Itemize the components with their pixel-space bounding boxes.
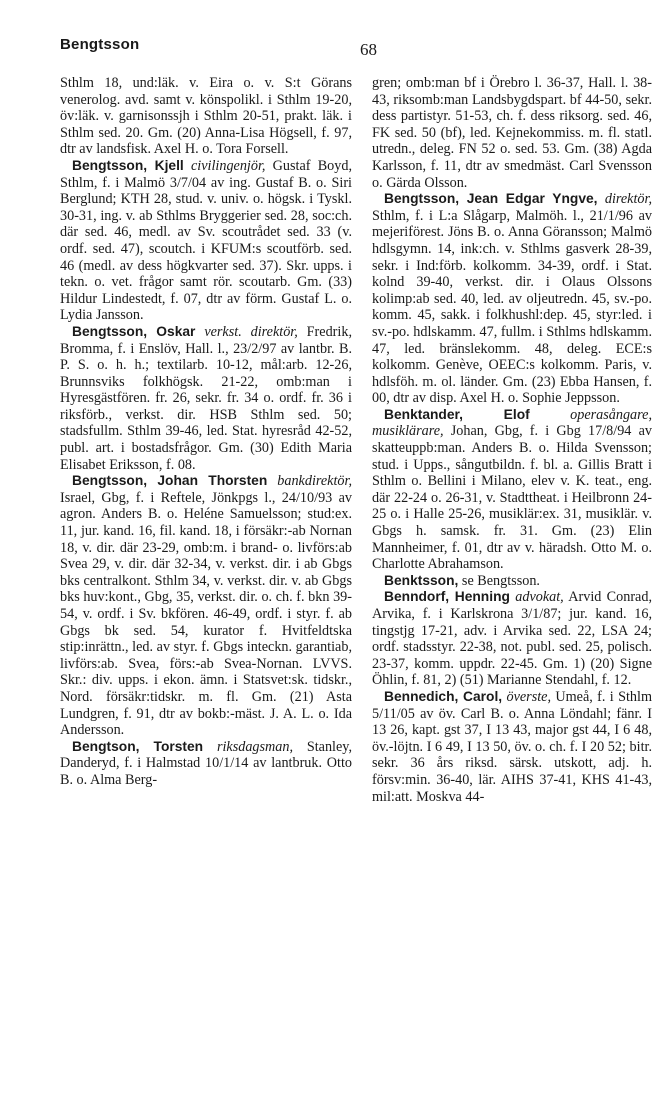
entry-name: Bengtsson, Jean Edgar Yngve,	[384, 191, 598, 207]
entry-bengtsson-yngve	[372, 191, 652, 407]
page-header	[60, 36, 650, 60]
entry-name: Benktander, Elof	[384, 406, 530, 422]
entry-name: Bennedich, Carol,	[384, 688, 503, 704]
entry-text: Gustaf Boyd, Sthlm, f. i Malmö 3/7/04 av ing. Gustaf B. o. Siri Berglund; KTH 28, stud. v. univ. o. högsk. i Tyskl. 30-31, ing. v. ab Sthlms Bryggerier sed. 28, soc:ch. där sed. 46, medl. av Sv. scoutrådet sed. 33 (v. ordf. sed. 47), scoutch. i KFUM:s scoutförb. sed. 46 (medl. av dess högkvarter sed. 37). Skr. upps. i tekn. o. vet. frågor samt rör. scoutarb. Gm. (33) Hildur Lindestedt, f. 07, dtr av förm. Gustaf L. o. Lydia Jansson.	[60, 157, 353, 324]
running-head: Bengtsson	[60, 36, 140, 53]
entry-bennedich-carol	[372, 689, 652, 805]
entry-benktander-elof	[372, 407, 652, 573]
entry-title: riksdagsman,	[216, 738, 294, 755]
entry-continuation	[372, 75, 652, 191]
entry-bengtsson-oskar	[60, 324, 352, 473]
page-number: 68	[360, 40, 377, 59]
entry-text: Arvid Conrad, Arvika, f. i Karlskrona 3/1/87; jur. kand. 16, tingstjg 17-21, adv. i Arvika sed. 22, LSA 24; ordf. stadsstyr. 22-38, not. publ. sed. 25, polisch. 23-37, komm. uppdr. 22-45. Gm. 1) (20) Signe Öhlin, f. 81, 2) (51) Marianne Stendahl, f. 12.	[372, 589, 652, 689]
entry-benndorf-henning	[372, 589, 652, 689]
entry-title: verkst. direktör,	[204, 323, 298, 340]
entry-benktsson	[372, 573, 652, 590]
entry-text: Stanley, Danderyd, f. i Halmstad 10/1/14 av lantbruk. Otto B. o. Alma Berg-	[60, 738, 353, 788]
right-column	[372, 75, 652, 805]
entry-text: Sthlm 18, und:läk. v. Eira o. v. S:t Görans venerolog. avd. samt v. könspolikl. i Sthlm 19-20, öv:läk. v. garnisonssjh i Sthlm 20-51, prakt. läk. i Sthlm sed. 20. Gm. (20) Anna-Lisa Högsell, f. 97, dtr av landsfisk. Axel H. o. Tora Forsell.	[60, 75, 352, 158]
entry-text: se Bengtsson.	[458, 572, 540, 589]
entry-name: Benndorf, Henning	[384, 589, 510, 605]
left-column	[60, 75, 352, 789]
entry-title: advokat,	[515, 589, 564, 606]
entry-text: Johan, Gbg, f. i Gbg 17/8/94 av skatteuppb:man. Anders B. o. Hilda Svensson; stud. i Upps., sångutbildn. f. bl. a. Gillis Bratt i Sthlm o. Bellini i Milano, elev v. K. teat., eng. där 22-24 o. 26-31, v. Stadttheat. i Heilbronn 24-25 o. i Halle 25-26, musiklär:ex. 31, musiklär. v. Gbgs h. samsk. fr. 31. Gm. (23) Elin Mannheimer, f. 01, dtr av v. häradsh. Otto M. o. Charlotte Abrahamson.	[372, 423, 652, 573]
entry-text: gren; omb:man bf i Örebro l. 36-37, Hall. l. 38-43, riksomb:man Landsbygdspart. bf 44-50, sekr. dess partistyr. 51-53, ch. f. dess riksorg. sed. 46, FK sed. 50 (bf), led. Kejnekommiss. m. fl. statl. utredn., deleg. FN 52 o. sed. 53. Gm. (38) Agda Karlsson, f. 11, dtr av smedmäst. Carl Svensson o. Gärda Olsson.	[372, 75, 652, 191]
entry-name: Benktsson,	[384, 572, 459, 588]
entry-bengtsson-thorsten	[60, 473, 352, 739]
entry-text: Fredrik, Bromma, f. i Enslöv, Hall. l., 23/2/97 av lantbr. B. P. S. o. h. h.; textilarb. 10-12, mål:arb. 12-26, Brunnsviks folkhögsk. 21-22, omb:man i Hyresgästfören. fr. 26, sekr. fr. 34 o. ordf. fr. 36 i riksförb., verkst. dir. HSB Sthlm sed. 50; stadsfullm. Sthlm 39-46, led. Stat. hyresråd 42-52, publ. art. i bostadsfrågor. Gm. (30) Edith Maria Elisabet Eriksson, f. 08.	[60, 323, 352, 473]
entry-title: civilingenjör,	[190, 157, 266, 174]
entry-name: Bengtsson, Oskar	[72, 323, 196, 339]
entry-title: operasångare, musiklärare,	[372, 406, 652, 440]
entry-bengtsson-kjell	[60, 158, 352, 324]
entry-title: bankdirektör,	[277, 473, 352, 490]
entry-text: Sthlm, f. i L:a Slågarp, Malmöh. l., 21/1/96 av mejeriförest. Jöns B. o. Anna Göransson; Malmö hdlsgymn. 14, ink:ch. v. Sthlms gasverk 28-39, sekr. i Ind:förb. kolkomm. 34-39, ordf. i Stat. kolnd 39-40, verkst. dir. i Olaus Olssons kolimp:ab sed. 40, led. av oljeutredn. 45, sv.-po. komm. 45, sakk. i folkhushl:dep. 45, styr:led. i sv.-po. hdlskamm. 47, fullm. i Sthlms hdlskamm. 47, led. bränslekomm. 48, deleg. ECE:s kolkomm. Genève, OEEC:s kolkomm. Paris, v. hdlsföh. m. ol. länder. Gm. (23) Ebba Hansen, f. 00, dtr av disp. Axel H. o. Sophie Jeppsson.	[372, 207, 652, 407]
entry-continuation	[60, 75, 352, 158]
entry-text: Umeå, f. i Sthlm 5/11/05 av öv. Carl B. o. Anna Löndahl; fänr. I 13 26, kapt. gst 37, I 13 43, major gst 44, I 6 48, öv.-löjtn. I 6 49, I 13 50, öv. o. ch. f. I 20 52; bitr. sekr. 36 års riksd. särsk. utskott, adj. h. försv:min. 36-40, lär. AIHS 37-41, KHS 41-43, mil:att. Moskva 44-	[372, 688, 653, 805]
entry-text: Israel, Gbg, f. i Reftele, Jönkpgs l., 24/10/93 av agron. Anders B. o. Heléne Samuelsson; stud:ex. 11, jur. kand. 16, fil. kand. 18, i försäkr:-ab Nornan 18, v. dir. där 23-29, omb:m. i brand- o. livförs:ab Svea 29, v. dir. där 32-34, v. verkst. dir. i ab Gbgs bks centralkont. Sthlm 34, v. verkst. dir. v. ab Gbgs bks huv:kont., Gbg, 35, verkst. dir. o. ch. f. bkn 39-54, v. ordf. i Sv. bkfören. 46-49, ordf. i styr. f. ab Gbgs bk sed. 54, kurator f. Hvitfeldtska stip:inrättn., led. av styr. f. Gbgs inteckn. garantiab, livförs:ab. Svea, förs:-ab Svea-Nornan. LVVS. Skr.: div. upps. i ekon. ämn. i Statsvet:sk. tidskr., Nord. försäkr:tidskr. m. fl. Gm. (21) Asta Lundgren, f. 91, dtr av bokb:-mäst. J. A. L. o. Ida Andersson.	[60, 489, 352, 739]
entry-title: överste,	[506, 688, 552, 705]
entry-name: Bengtson, Torsten	[72, 738, 204, 754]
entry-name: Bengtsson, Kjell	[72, 157, 184, 173]
entry-bengtson-torsten	[60, 739, 352, 789]
entry-name: Bengtsson, Johan Thorsten	[72, 473, 268, 489]
entry-title: direktör,	[604, 191, 652, 208]
